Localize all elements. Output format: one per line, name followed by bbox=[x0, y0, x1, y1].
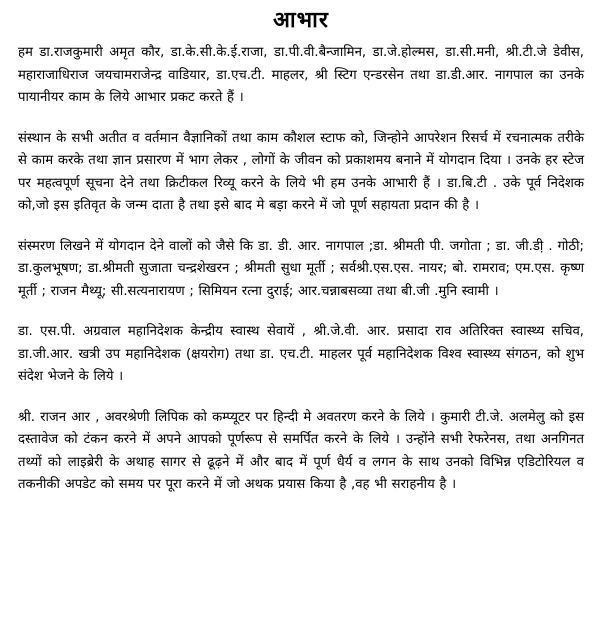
paragraph-acknowledgement-memoir-contributors: संस्मरण लिखने में योगदान देने वालों को जैसे कि डा. डी. आर. नागपाल ;डा. श्रीमती पी. जगोता ; डा. जी.डी़ . गोठी; डा.कुलभूषण; डा.श्रीमती सुजाता चन्द्रशेखरन ; श्रीमती सुधा मूर्ती ; सर्वश्री.एस.एस. नायर; बो. रामराव; एम.एस. कृष्ण मूर्ती ; राजन मैथ्यू; सी.सत्यनारायण ; सिमियन रत्ना दुराई; आर.चन्नाबसव्या तथा बी.जी .मुनि स्वामी । bbox=[18, 238, 584, 299]
page-title: आभार bbox=[273, 8, 329, 33]
paragraph-acknowledgement-staff: श्री. राजन आर , अवरश्रेणी लिपिक को कम्प्यूटर पर हिन्दी मे अवतरण करने के लिये । कुमारी टी.जे. अलमेलु को इस दस्तावेज को टंकन करने में अपने आपको पूर्णरूप से समर्पित करने के लिये । उन्होंने सभी रेफरेनस, तथा अनगिनत तथ्यों को लाइब्रेरी के अथाह सागर से ढूढ़ने में और बाद में पूर्ण धैर्य व लगन के साथ उनको विभिन्न एडिटोरियल व तकनीकी अपडेट को समय पर पूरा करने में जो अथक प्रयास किया है ,वह भी सराहनीय है । bbox=[18, 409, 584, 492]
paragraph-acknowledgement-scientists: संस्थान के सभी अतीत व वर्तमान वैज्ञानिकों तथा काम कौशल स्टाफ को, जिन्होने आपरेशन रिसर्च में रचनात्मक तरीके से काम करके तथा ज्ञान प्रसारण में भाग लेकर , लोगों के जीवन को प्रकाशमय बनाने में योगदान दिया । उनके हर स्टेज पर महत्वपूर्ण सूचना देने तथा क्रिटीकल रिव्यू करने के लिये भी हम उनके आभारी हैं । डा.बि.टी . उके पूर्व निदेशक को,जो इस इतिवृत के जन्म दाता है तथा इसे बाद मे बड़ा करने में जो पूर्ण सहायता प्रदान की है । bbox=[18, 130, 584, 213]
paragraph-acknowledgement-messages: डा. एस.पी. अग्रवाल महानिदेशक केन्द्रीय स्वास्थ सेवायें , श्री.जे.वी. आर. प्रसादा राव अतिरिक्त स्वास्थ्य सचिव, डा.जी.आर. खत्री उप महानिदेशक (क्षयरोग) तथा डा. एच.टी. माहलर पूर्व महानिदेशक विश्व स्वास्थ्य संगठन, को शुभ संदेश भेजने के लिये । bbox=[18, 324, 584, 384]
paragraph-acknowledgement-pioneers: हम डा.राजकुमारी अमृत कौर, डा.के.सी.के.ई.राजा, डा.पी.वी.बैन्जामिन, डा.जे.होल्मस, डा.सी.मनी, श्री.टी.जे डेवीस, महाराजाधिराज जयचामराजेन्द्र वाडियार, डा.एच.टी. माहलर, श्री स्टिग एन्डरसेन तथा डा.डी.आर. नागपाल का उनके पायानीयर काम के लिये आभार प्रकट करते हैं । bbox=[18, 45, 584, 105]
